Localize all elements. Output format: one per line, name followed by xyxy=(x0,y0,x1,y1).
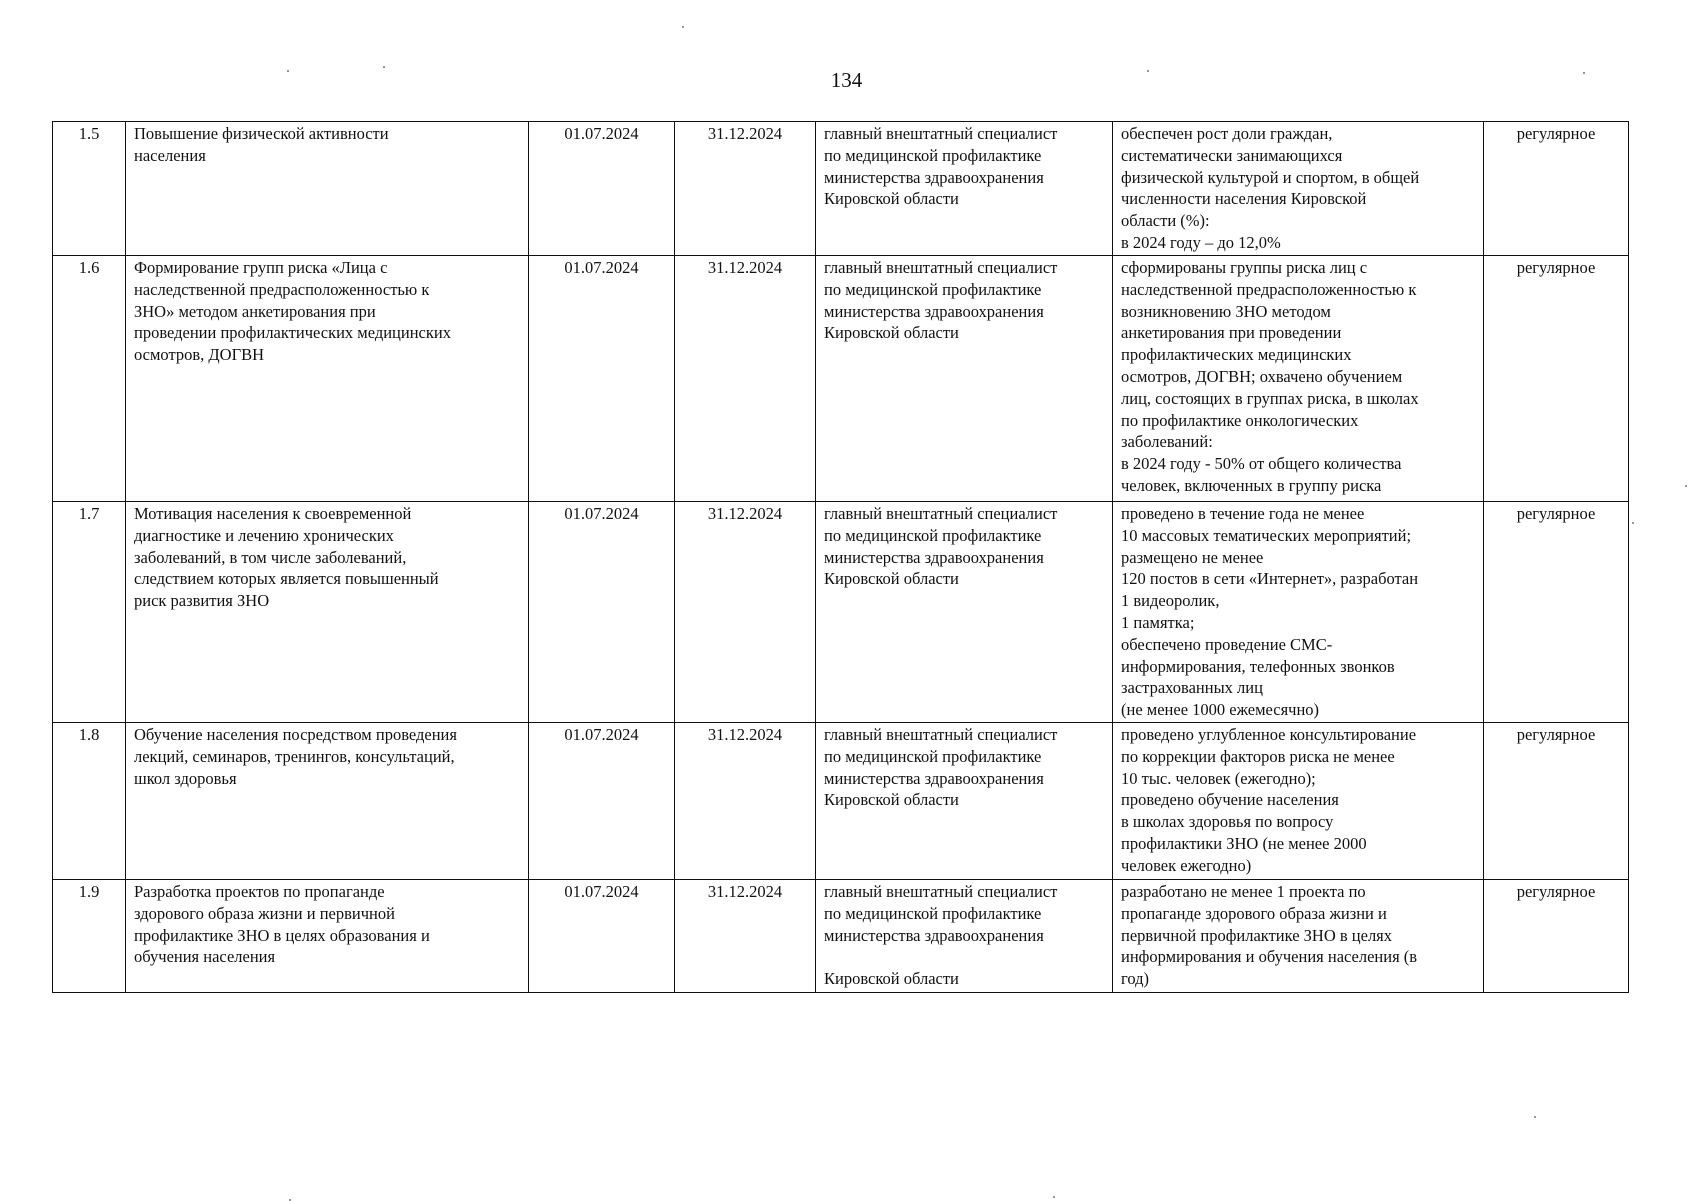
scan-speck xyxy=(383,66,385,68)
scan-speck xyxy=(1632,522,1634,524)
table-row xyxy=(53,256,1629,502)
responsible: главный внештатный специалист по медицинской профилактике министерства здравоохранения Кировской области xyxy=(816,256,1113,502)
table-row xyxy=(53,723,1629,880)
expected-result: сформированы группы риска лиц с наследственной предрасположенностью к возникновению ЗНО методом анкетирования при проведении профилактических медицинских осмотров, ДОГВН; охвачено обучением лиц, состоящих в группах риска, в школах по профилактике онкологических заболеваний: в 2024 году - 50% от общего количества человек, включенных в группу риска xyxy=(1113,256,1484,502)
scan-speck xyxy=(1053,1196,1055,1198)
scan-speck xyxy=(1685,485,1687,487)
end-date: 31.12.2024 xyxy=(675,880,816,993)
expected-result: проведено в течение года не менее 10 массовых тематических мероприятий; размещено не менее 120 постов в сети «Интернет», разработан 1 видеоролик, 1 памятка; обеспечено проведение СМС- информирования, телефонных звонков застрахованных лиц (не менее 1000 ежемесячно) xyxy=(1113,502,1484,723)
page-number: 134 xyxy=(830,68,863,92)
row-number: 1.8 xyxy=(53,723,126,880)
end-date: 31.12.2024 xyxy=(675,502,816,723)
row-number: 1.6 xyxy=(53,256,126,502)
expected-result: разработано не менее 1 проекта по пропаганде здорового образа жизни и первичной профилактике ЗНО в целях информирования и обучения населения (в год) xyxy=(1113,880,1484,993)
measure-title: Повышение физической активности населения xyxy=(126,122,529,256)
status: регулярное xyxy=(1484,723,1629,880)
measure-title: Обучение населения посредством проведения лекций, семинаров, тренингов, консультаций, школ здоровья xyxy=(126,723,529,880)
row-number: 1.7 xyxy=(53,502,126,723)
scan-speck xyxy=(1534,1116,1536,1118)
measures-table xyxy=(52,121,1629,993)
status: регулярное xyxy=(1484,502,1629,723)
scan-speck xyxy=(1583,72,1585,74)
expected-result: проведено углубленное консультирование по коррекции факторов риска не менее 10 тыс. человек (ежегодно); проведено обучение населения в школах здоровья по вопросу профилактики ЗНО (не менее 2000 человек ежегодно) xyxy=(1113,723,1484,880)
responsible: главный внештатный специалист по медицинской профилактике министерства здравоохранения Кировской области xyxy=(816,122,1113,256)
measure-title: Разработка проектов по пропаганде здорового образа жизни и первичной профилактике ЗНО в целях образования и обучения населения xyxy=(126,880,529,993)
table-row xyxy=(53,122,1629,256)
responsible: главный внештатный специалист по медицинской профилактике министерства здравоохранения Кировской области xyxy=(816,880,1113,993)
start-date: 01.07.2024 xyxy=(529,502,675,723)
start-date: 01.07.2024 xyxy=(529,880,675,993)
expected-result: обеспечен рост доли граждан, систематически занимающихся физической культурой и спортом, в общей численности населения Кировской области (%): в 2024 году – до 12,0% xyxy=(1113,122,1484,256)
start-date: 01.07.2024 xyxy=(529,723,675,880)
end-date: 31.12.2024 xyxy=(675,122,816,256)
start-date: 01.07.2024 xyxy=(529,122,675,256)
table-row xyxy=(53,880,1629,993)
measure-title: Мотивация населения к своевременной диагностике и лечению хронических заболеваний, в том числе заболеваний, следствием которых является повышенный риск развития ЗНО xyxy=(126,502,529,723)
scan-speck xyxy=(1147,70,1149,72)
responsible: главный внештатный специалист по медицинской профилактике министерства здравоохранения Кировской области xyxy=(816,723,1113,880)
status: регулярное xyxy=(1484,122,1629,256)
start-date: 01.07.2024 xyxy=(529,256,675,502)
status: регулярное xyxy=(1484,256,1629,502)
measure-title: Формирование групп риска «Лица с наследственной предрасположенностью к ЗНО» методом анкетирования при проведении профилактических медицинских осмотров, ДОГВН xyxy=(126,256,529,502)
scan-speck xyxy=(287,70,289,72)
table-row xyxy=(53,502,1629,723)
end-date: 31.12.2024 xyxy=(675,256,816,502)
row-number: 1.5 xyxy=(53,122,126,256)
responsible: главный внештатный специалист по медицинской профилактике министерства здравоохранения Кировской области xyxy=(816,502,1113,723)
end-date: 31.12.2024 xyxy=(675,723,816,880)
scan-speck xyxy=(682,26,684,28)
status: регулярное xyxy=(1484,880,1629,993)
row-number: 1.9 xyxy=(53,880,126,993)
